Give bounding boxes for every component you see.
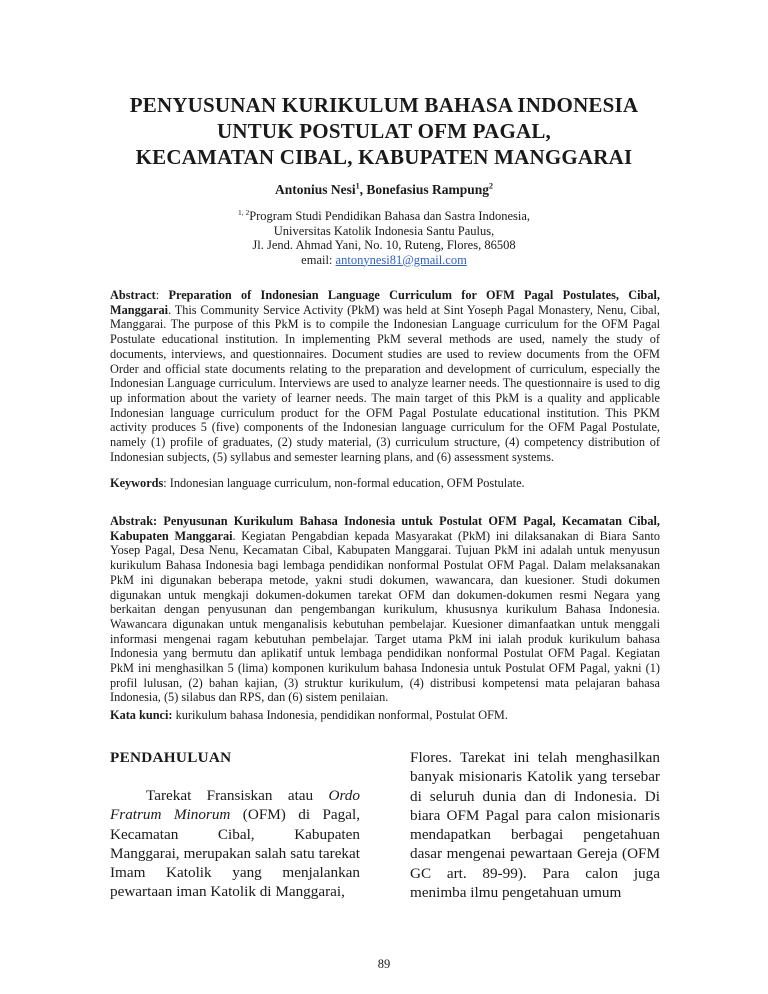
affiliation-line-3: Jl. Jend. Ahmad Yani, No. 10, Ruteng, Flores, 86508: [252, 238, 516, 252]
abstract-en-colon: :: [155, 288, 169, 302]
author-1: Antonius Nesi: [274, 182, 356, 197]
affiliation-email-line: [60, 253, 708, 268]
keywords-id-label: Kata kunci:: [110, 708, 173, 722]
keywords-en-text: : Indonesian language curriculum, non-formal education, OFM Postulate.: [163, 476, 525, 490]
abstract-english: [110, 288, 660, 464]
page-number: 89: [377, 957, 391, 971]
email-label: email:: [301, 252, 336, 267]
title-line-3: KECAMATAN CIBAL, KABUPATEN MANGGARAI: [135, 145, 633, 169]
affiliation-line-2: Universitas Katolik Indonesia Santu Paulus,: [273, 223, 495, 238]
affiliation-line-1: [60, 209, 708, 224]
introduction-paragraph: [110, 786, 360, 902]
intro-italic-term: Ordo Fratrum Minorum: [110, 787, 360, 824]
keywords-indonesian: [110, 708, 660, 723]
keywords-english: [110, 476, 660, 491]
author-2-affiliation-mark: 2: [489, 181, 494, 191]
intro-text-start: Tarekat Fransiskan atau: [146, 787, 329, 804]
abstract-en-label: Abstract: [110, 288, 156, 302]
abstract-en-body: . This Community Service Activity (PkM) was held at Sint Yoseph Pagal Monastery, Nenu, Cibal, Manggarai. The purpose of this PkM is to compile the Indonesian Language curriculum for the OFM Pagal Postulate educational institution. In implementing PkM several methods are used, namely the study of documents, interviews, and questionnaires. Document studies are used to review documents from the OFM Order and official state documents relating to the preparation and development of curriculum, especially the Indonesian Language curriculum. Interviews are used to analyze learner needs. The questionnaire is used to dig up information about the variety of learner needs. The main target of this PkM is a quality and applicable Indonesian language curriculum product for the OFM Pagal Postulate educational institution. This PKM activity produces 5 (five) components of the Indonesian language curriculum for the OFM Pagal Postulate, namely (1) profile of graduates, (2) study material, (3) curriculum structure, (4) competency distribution of Indonesian subjects, (5) syllabus and semester learning plans, and (6) assessment systems.: [110, 302, 660, 464]
affiliation-program: Program Studi Pendidikan Bahasa dan Sastra Indonesia,: [249, 209, 531, 223]
abstract-en-title: Preparation of Indonesian Language Curriculum for OFM Pagal Postulates, Cibal, Manggarai: [110, 288, 660, 317]
introduction-paragraph-continued: Flores. Tarekat ini telah menghasilkan banyak misionaris Katolik yang tersebar di seluruh dunia dan di Indonesia. Di biara OFM Pagal para calon misionaris mendapatkan berbagai pengetahuan dasar mengenai pewartaan Gereja (OFM GC art. 89-99). Para calon juga menimba ilmu pengetahuan umum: [410, 749, 660, 902]
author-separator: ,: [359, 182, 367, 197]
author-2: Bonefasius Rampung: [366, 182, 490, 197]
paper-title: [60, 92, 708, 170]
title-line-1: PENYUSUNAN KURIKULUM BAHASA INDONESIA: [129, 93, 639, 117]
body-column-left: [110, 748, 360, 902]
affiliation-mark: 1, 2: [237, 207, 250, 217]
author-list: [60, 182, 708, 198]
keywords-en-label: Keywords: [110, 476, 164, 490]
abstract-id-body: . Kegiatan Pengabdian kepada Masyarakat (PkM) ini dilaksanakan di Biara Santo Yosep Pagal, Desa Nenu, Kecamatan Cibal, Kabupaten Manggarai. Tujuan PkM ini adalah untuk menyusun kurikulum Bahasa Indonesia bagi lembaga pendidikan nonformal Postulat OFM Pagal. Dalam melaksanakan PkM ini digunakan beberapa metode, yakni studi dokumen, wawancara, dan kuesioner. Studi dokumen digunakan untuk mengkaji dokumen-dokumen tarekat OFM dan dokumen-dokumen resmi Negara yang berkaitan dengan penyusunan dan pengembangan kurikulum, khususnya kurikulum Bahasa Indonesia. Wawancara digunakan untuk menganalisis kebutuhan pembelajar. Kuesioner dimanfaatkan untuk menggali informasi mengenai ragam kebutuhan pembelajar. Target utama PkM ini ialah produk kurikulum bahasa Indonesia yang bermutu dan aplikatif untuk lembaga pendidikan nonformal Postulat OFM Pagal. Kegiatan PkM ini menghasilkan 5 (lima) komponen kurikulum bahasa Indonesia untuk Postulat OFM Pagal, yakni (1) profil lulusan, (2) bahan kajian, (3) struktur kurikulum, (4) distribusi kompetensi mata pelajaran bahasa Indonesia, (5) silabus dan RPS, dan (6) sistem penilaian.: [110, 528, 660, 705]
abstract-indonesian: [110, 514, 660, 705]
section-heading-introduction: PENDAHULUAN: [110, 749, 232, 766]
keywords-id-text: kurikulum bahasa Indonesia, pendidikan nonformal, Postulat OFM.: [172, 708, 508, 722]
email-link[interactable]: antonynesi81@gmail.com: [335, 252, 467, 267]
abstract-id-label: Abstrak: Penyusunan Kurikulum Bahasa Indonesia untuk Postulat OFM Pagal, Kecamatan Cibal, Kabupaten Manggarai: [110, 514, 660, 543]
intro-text-continued: (OFM) di Pagal, Kecamatan Cibal, Kabupaten Manggarai, merupakan salah satu tarekat Imam Katolik yang menjalankan pewartaan iman Katolik di Manggarai,: [110, 806, 360, 901]
body-column-right: [410, 748, 660, 902]
title-line-2: UNTUK POSTULAT OFM PAGAL,: [216, 119, 552, 143]
author-1-affiliation-mark: 1: [355, 181, 360, 191]
affiliation-block: [60, 209, 708, 267]
